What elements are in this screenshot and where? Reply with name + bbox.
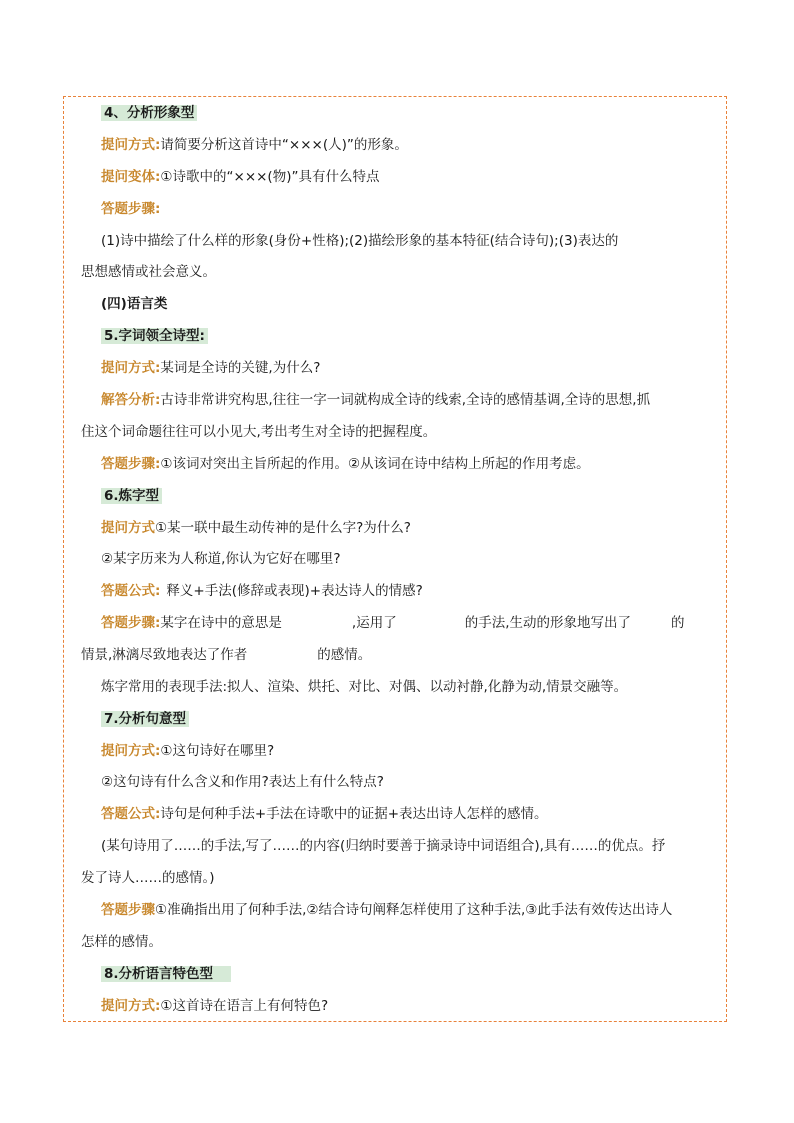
section-6-note: 炼字常用的表现手法:拟人、渲染、烘托、对比、对偶、以动衬静,化静为动,情景交融等。 [101, 679, 628, 695]
section-8-heading [101, 965, 231, 983]
section-5-analysis-line-2: 住这个词命题往往可以小见大,考出考生对全诗的把握程度。 [81, 424, 437, 440]
section-7-question: 提问方式:①这句诗好在哪里? [101, 743, 275, 759]
category-4-heading: (四)语言类 [101, 296, 168, 312]
section-6-formula: 答题公式: 释义+手法(修辞或表现)+表达诗人的情感? [101, 583, 423, 599]
section-6-title: 6.炼字型 [101, 488, 162, 504]
section-5-analysis-line-1: 解答分析:古诗非常讲究构思,往往一字一词就构成全诗的线索,全诗的感情基调,全诗的思想,抓 [101, 392, 651, 408]
section-4-question: 提问方式:请简要分析这首诗中“×××(人)”的形象。 [101, 137, 408, 153]
section-4-steps-line-1: (1)诗中描绘了什么样的形象(身份+性格);(2)描绘形象的基本特征(结合诗句);(3)表达的 [101, 233, 619, 249]
section-5-heading [101, 327, 208, 345]
section-6-question: 提问方式①某一联中最生动传神的是什么字?为什么? [101, 520, 411, 536]
section-5-title: 5.字词领全诗型: [101, 328, 208, 344]
section-5-question: 提问方式:某词是全诗的关键,为什么? [101, 360, 321, 376]
section-4-variant: 提问变体:①诗歌中的“×××(物)”具有什么特点 [101, 169, 380, 185]
section-5-steps: 答题步骤:①该词对突出主旨所起的作用。②从该词在诗中结构上所起的作用考虑。 [101, 456, 590, 472]
section-7-example-line-1: (某句诗用了……的手法,写了……的内容(归纳时要善于摘录诗中词语组合),具有……的优点。抒 [101, 838, 666, 854]
section-7-title: 7.分析句意型 [101, 711, 189, 727]
section-4-title: 4、分析形象型 [101, 105, 197, 121]
section-7-question-2: ②这句诗有什么含义和作用?表达上有什么特点? [101, 774, 384, 790]
section-7-formula: 答题公式:诗句是何种手法+手法在诗歌中的证据+表达出诗人怎样的感情。 [101, 806, 548, 822]
section-4-steps-label: 答题步骤: [101, 201, 161, 217]
section-7-heading [101, 710, 189, 728]
section-4-heading [101, 104, 197, 122]
section-7-steps-line-1: 答题步骤①准确指出用了何种手法,②结合诗句阐释怎样使用了这种手法,③此手法有效传达出诗人 [101, 902, 673, 918]
section-7-example-line-2: 发了诗人……的感情。) [81, 870, 215, 886]
section-6-steps-line-1: 答题步骤:某字在诗中的意思是 ,运用了 的手法,生动的形象地写出了 的 [101, 615, 685, 631]
section-6-heading [101, 487, 162, 505]
section-7-steps-line-2: 怎样的感情。 [81, 934, 162, 950]
section-6-steps-line-2: 情景,淋漓尽致地表达了作者 的感情。 [81, 647, 372, 663]
section-8-question: 提问方式:①这首诗在语言上有何特色? [101, 998, 329, 1014]
section-8-title: 8.分析语言特色型 [101, 966, 231, 982]
section-6-question-2: ②某字历来为人称道,你认为它好在哪里? [101, 551, 341, 567]
section-4-steps-line-2: 思想感情或社会意义。 [81, 264, 216, 280]
